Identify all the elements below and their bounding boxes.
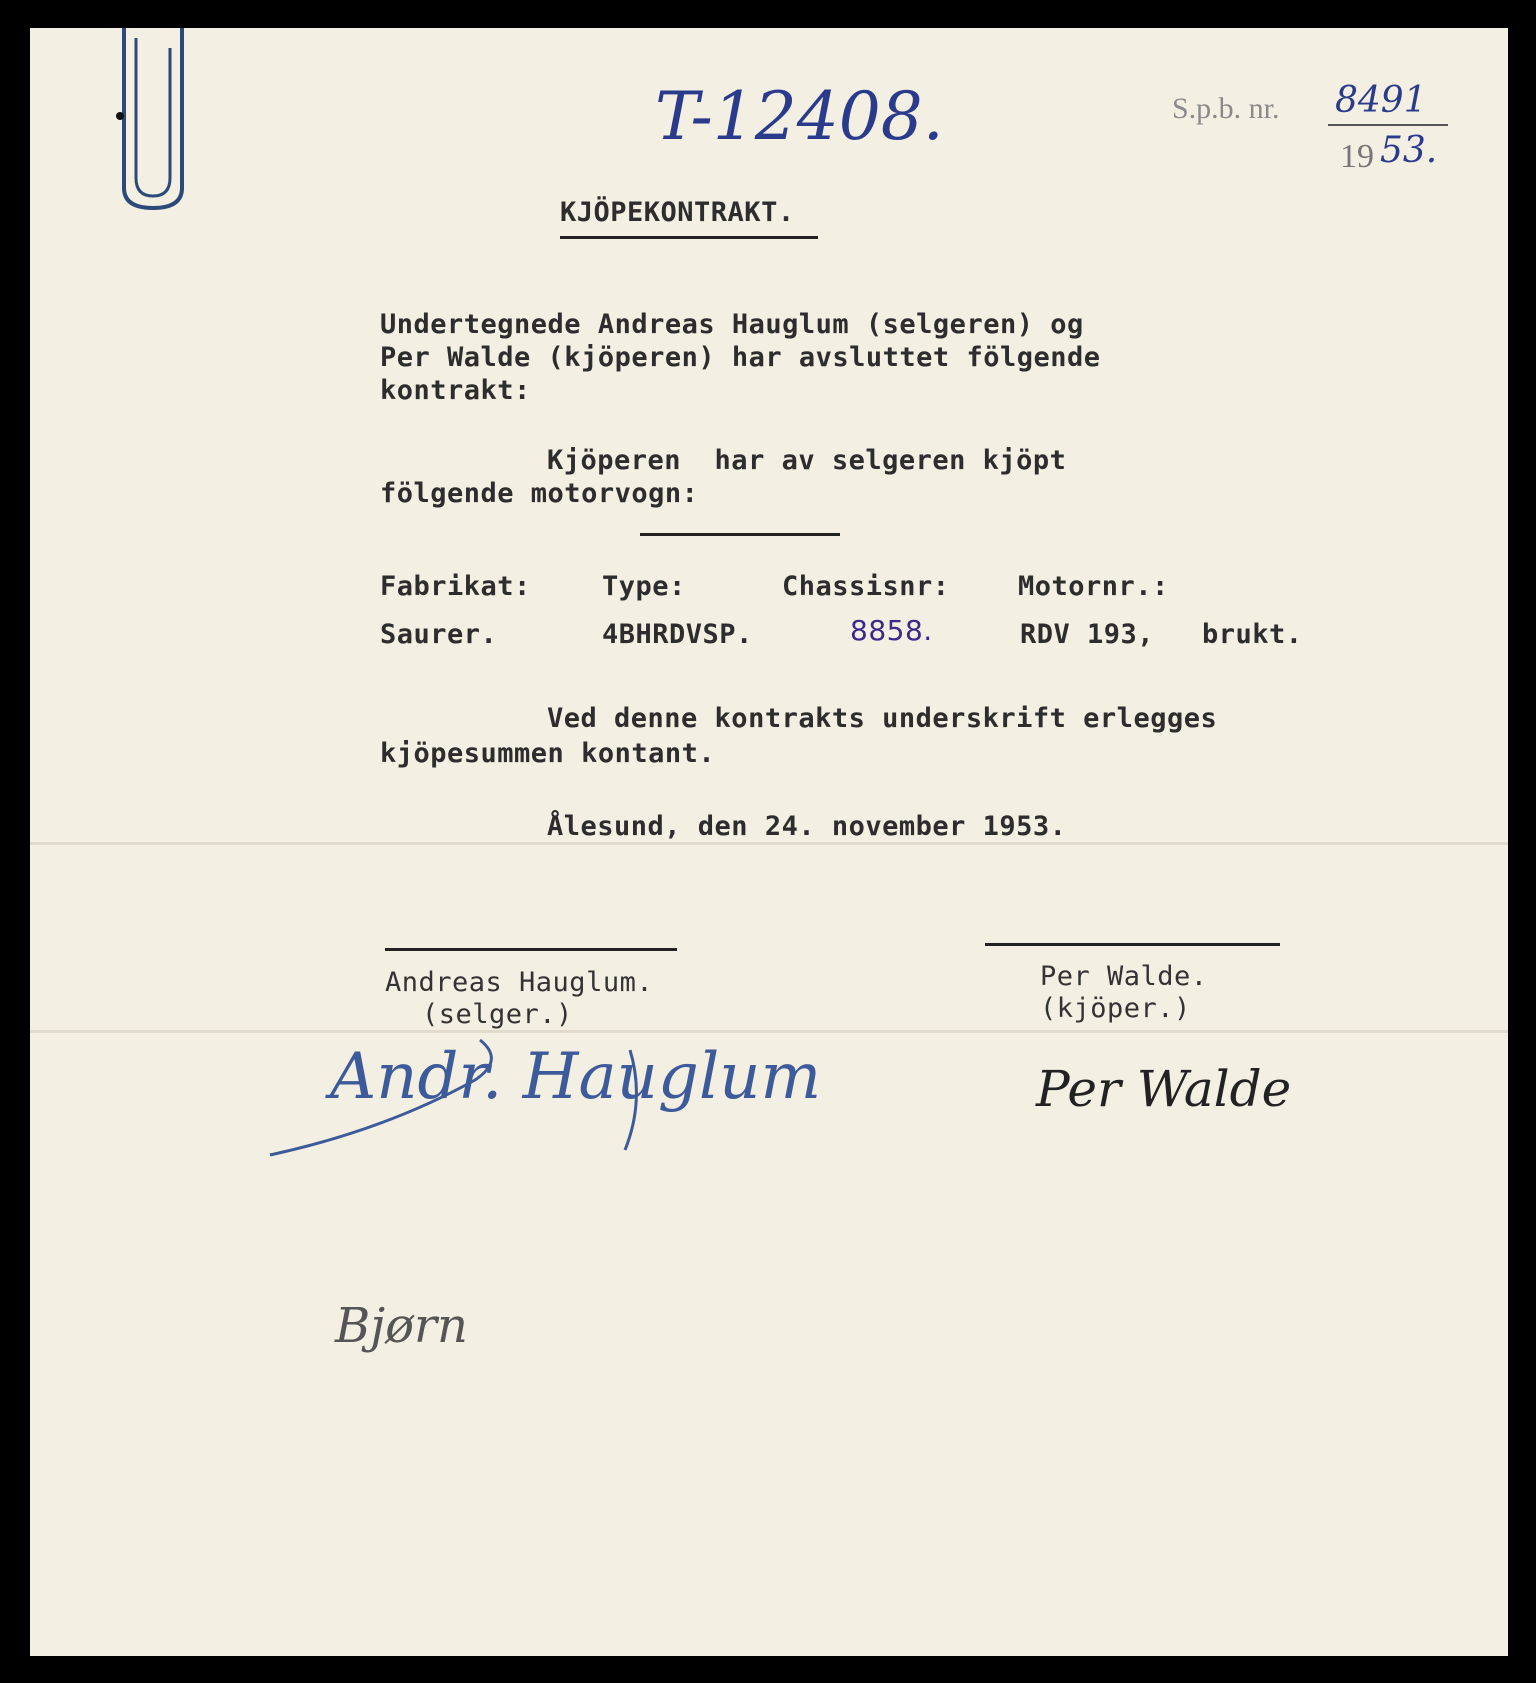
- paper-clip-icon: [108, 28, 198, 218]
- document-title: KJÖPEKONTRAKT.: [560, 197, 795, 228]
- vehicle-header-chassis: Chassisnr:: [782, 571, 950, 602]
- payment-line-2: kjöpesummen kontant.: [380, 738, 716, 769]
- stamp-year-printed: 19: [1340, 138, 1374, 175]
- purchase-line-1: Kjöperen har av selgeren kjöpt: [547, 445, 1067, 476]
- vehicle-header-make: Fabrikat:: [380, 571, 531, 602]
- vehicle-type: 4BHRDVSP.: [602, 619, 753, 650]
- stamp-label: S.p.b. nr.: [1172, 92, 1280, 125]
- separator-line: [640, 533, 840, 536]
- title-underline: [560, 236, 818, 239]
- intro-line-1: Undertegnede Andreas Hauglum (selgeren) og: [380, 309, 1084, 340]
- buyer-role: (kjöper.): [1040, 993, 1191, 1024]
- seller-signature: Andr. Hauglum: [330, 1040, 822, 1114]
- buyer-signature: Per Walde: [1036, 1060, 1292, 1118]
- buyer-name: Per Walde.: [1040, 961, 1208, 992]
- vehicle-header-type: Type:: [602, 571, 686, 602]
- intro-line-2: Per Walde (kjöperen) har avsluttet fölgende: [380, 342, 1101, 373]
- seller-signature-line: [385, 948, 677, 951]
- seller-role: (selger.): [422, 999, 573, 1030]
- vehicle-condition: brukt.: [1202, 619, 1303, 650]
- payment-line-1: Ved denne kontrakts underskrift erlegges: [547, 703, 1218, 734]
- reference-number: T-12408.: [655, 78, 944, 155]
- place-date: Ålesund, den 24. november 1953.: [547, 811, 1067, 842]
- vehicle-header-engine: Motornr.:: [1018, 571, 1169, 602]
- vehicle-engine-number: RDV 193,: [1020, 619, 1155, 650]
- vehicle-chassis-number: 8858.: [850, 614, 933, 647]
- purchase-line-2: fölgende motorvogn:: [380, 478, 699, 509]
- stamp-number: 8491: [1335, 80, 1427, 121]
- intro-line-3: kontrakt:: [380, 375, 531, 406]
- stamp-year-written: 53.: [1380, 130, 1438, 171]
- stamp-underline: [1328, 124, 1448, 126]
- pencil-initials: Bjørn: [335, 1298, 468, 1354]
- vehicle-make: Saurer.: [380, 619, 498, 650]
- seller-signature-flourish: [265, 1020, 845, 1190]
- seller-name: Andreas Hauglum.: [385, 967, 654, 998]
- buyer-signature-line: [985, 943, 1280, 946]
